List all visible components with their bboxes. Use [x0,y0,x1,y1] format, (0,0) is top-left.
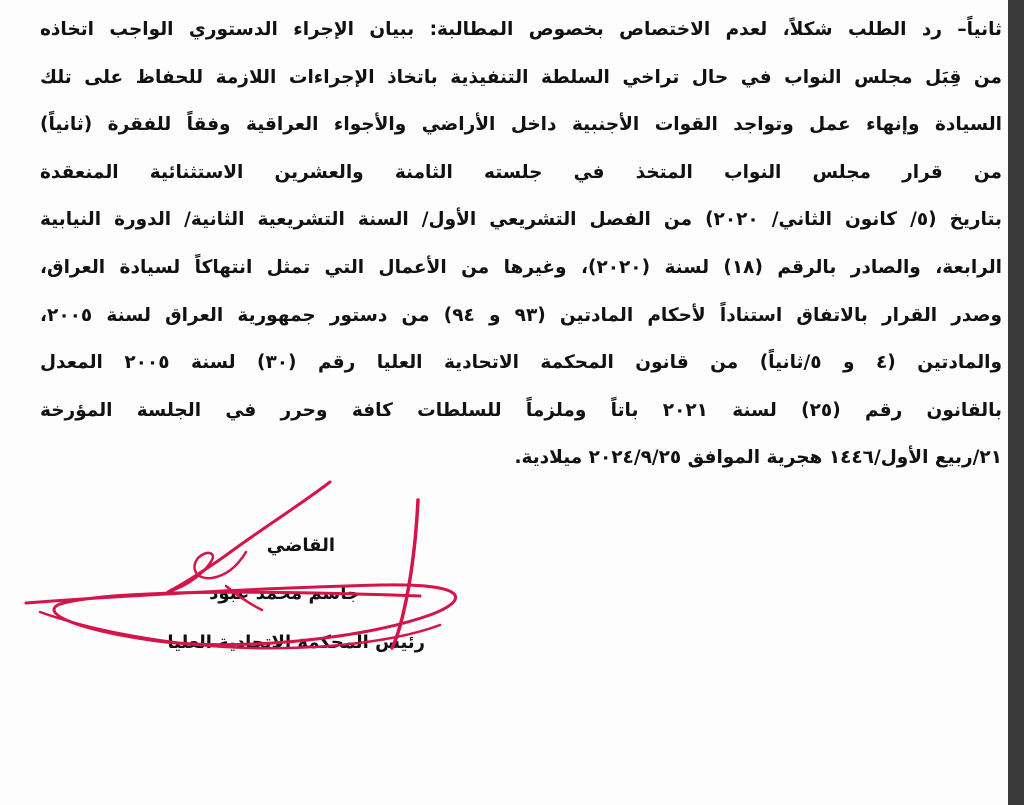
judge-position: رئيس المحكمة الاتحادية العليا [167,632,425,653]
paragraph-line-5: بتاريخ (٥/ كانون الثاني/ ٢٠٢٠) من الفصل التشريعي الأول/ السنة التشريعية الثانية/ الدورة النيابية [40,209,1002,231]
paragraph-line-7: وصدر القرار بالاتفاق استناداً لأحكام المادتين (٩٣ و ٩٤) من دستور جمهورية العراق لسنة ٢٠٠٥، [40,304,1002,326]
paragraph-line-8: والمادتين (٤ و ٥/ثانياً) من قانون المحكمة الاتحادية العليا رقم (٣٠) لسنة ٢٠٠٥ المعدل [40,352,1002,374]
paragraph-line-1: ثانياً– رد الطلب شكلاً، لعدم الاختصاص بخصوص المطالبة: ببيان الإجراء الدستوري الواجب اتخاذه [40,19,1002,40]
paragraph-line-10: ٢١/ربيع الأول/١٤٤٦ هجرية الموافق ٢٠٢٤/٩/٢٥ ميلادية. [514,447,1002,469]
paragraph-line-9: بالقانون رقم (٢٥) لسنة ٢٠٢١ باتاً وملزماً للسلطات كافة وحرر في الجلسة المؤرخة [40,399,1002,421]
paragraph-line-4: من قرار مجلس النواب المتخذ في جلسته الثامنة والعشرين الاستثنائية المنعقدة [40,161,1002,183]
judge-title: القاضي [266,535,335,556]
paragraph-line-3: السيادة وإنهاء عمل وتواجد القوات الأجنبية داخل الأراضي والأجواء العراقية وفقاً للفقرة (ثانياً) [40,114,1002,136]
judge-name: جاسم محمد عبود [209,583,360,604]
judgment-paragraph [40,6,1002,482]
scan-edge-shadow [1008,0,1024,805]
signature-stroke-vertical [392,500,418,648]
paragraph-line-2: من قِبَل مجلس النواب في حال تراخي السلطة التنفيذية باتخاذ الإجراءات اللازمة للحفاظ على تلك [40,66,1002,88]
paragraph-line-6: الرابعة، والصادر بالرقم (١٨) لسنة (٢٠٢٠)، وغيرها من الأعمال التي تمثل انتهاكاً لسيادة العراق، [40,256,1002,278]
